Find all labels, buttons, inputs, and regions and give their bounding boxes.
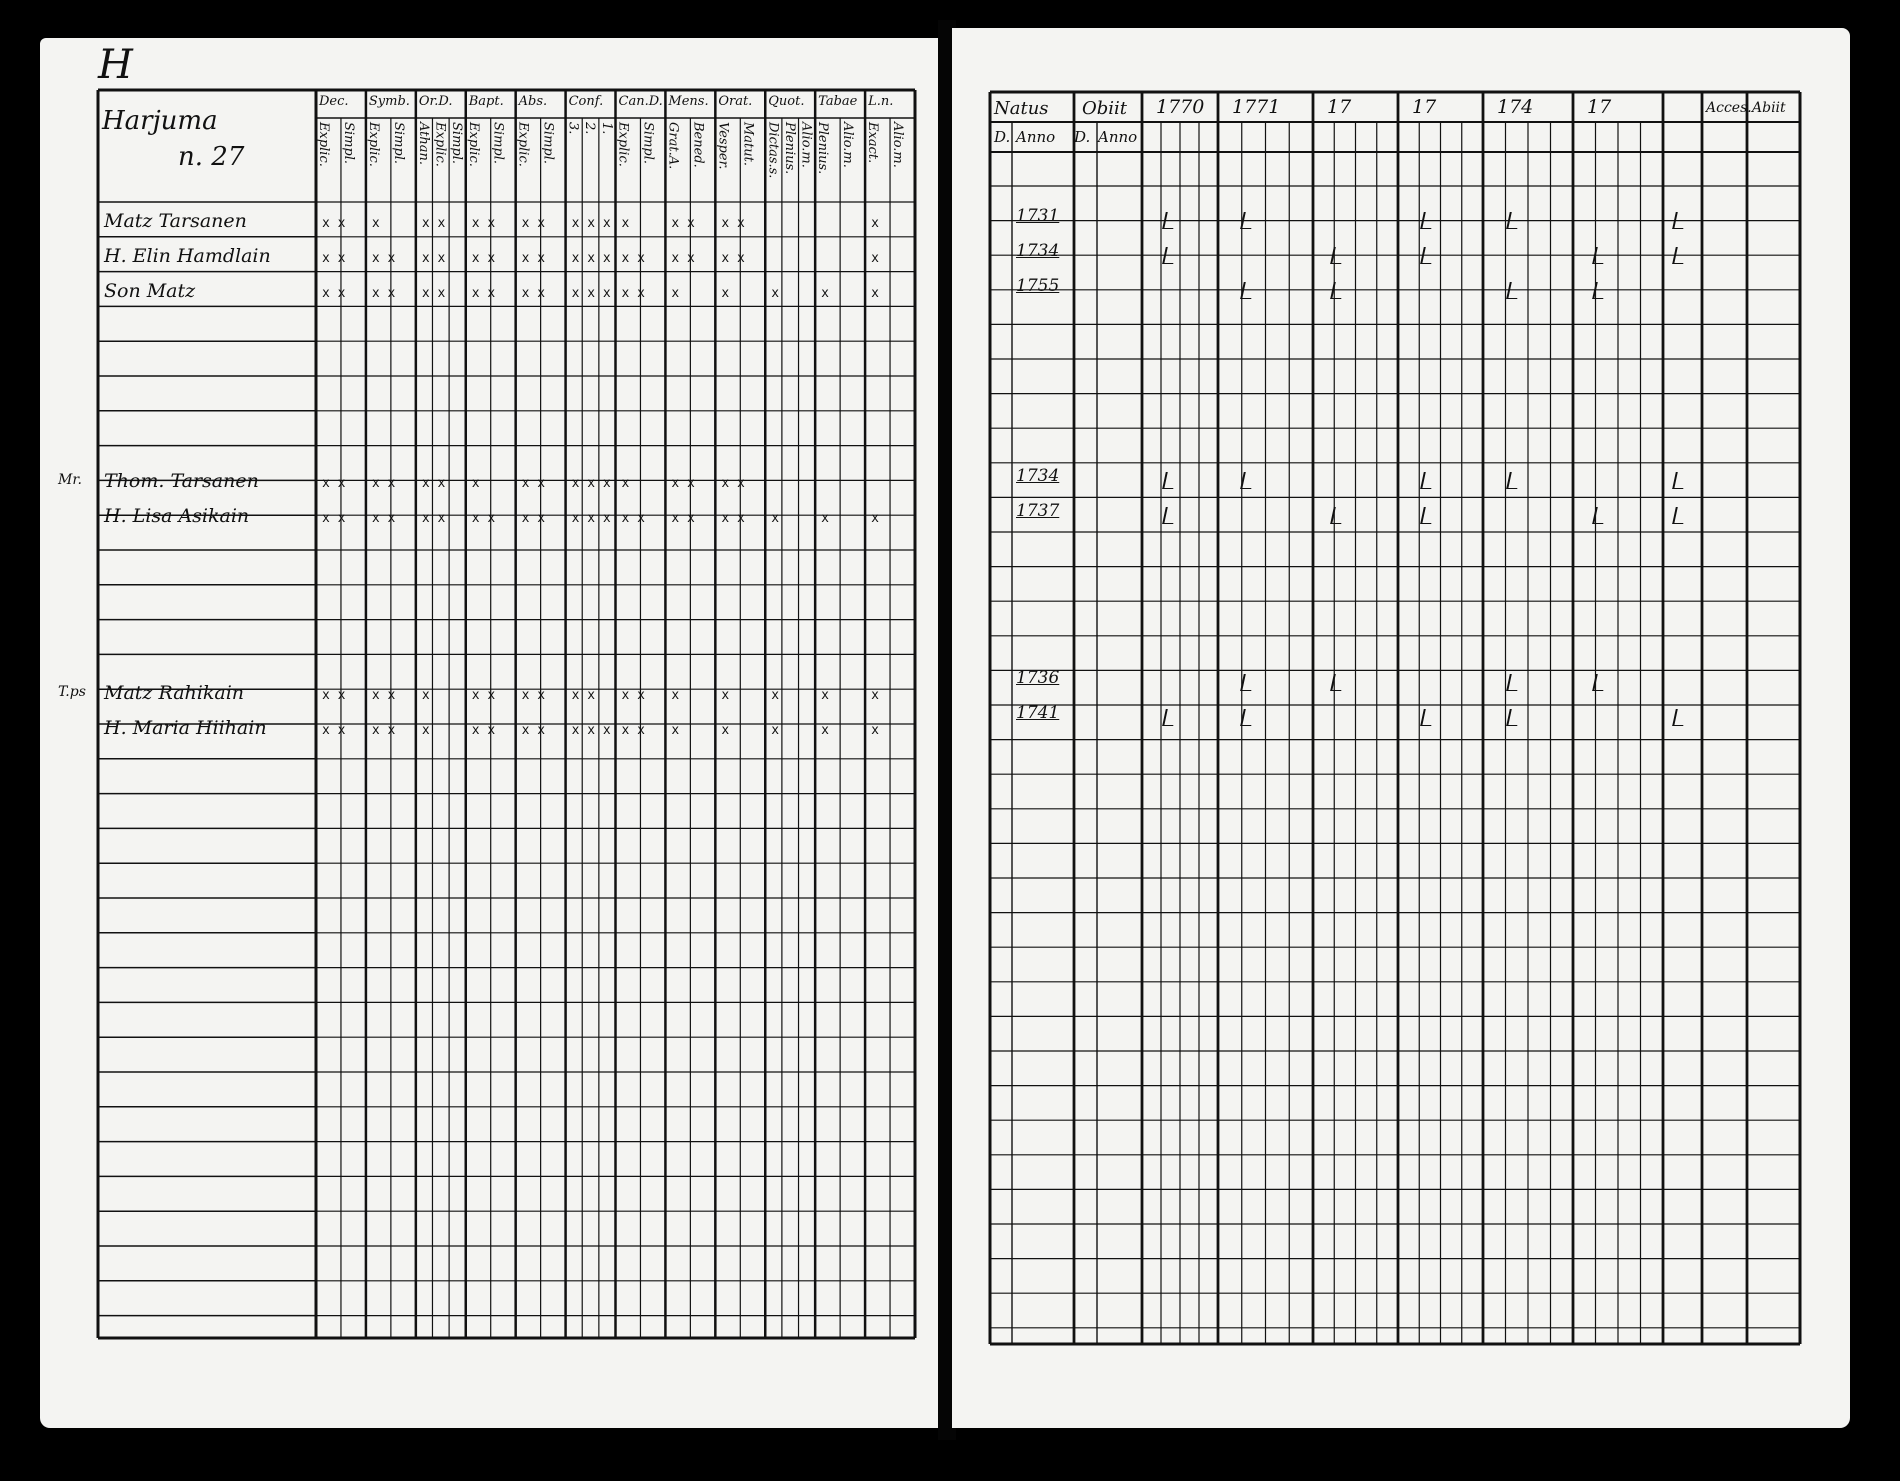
tick-mark: x xyxy=(471,476,480,491)
tick-mark: x xyxy=(771,723,780,738)
year-header: 17 xyxy=(1327,96,1352,118)
tick-mark: x xyxy=(621,476,630,491)
column-subheader: Alio.m. xyxy=(890,122,906,168)
tick-mark: x x xyxy=(721,476,745,491)
birth-year: 1741 xyxy=(1016,703,1060,723)
tick-mark: x x xyxy=(471,511,496,526)
column-header: Bapt. xyxy=(468,94,504,109)
obiit-day-header: D. xyxy=(1074,128,1091,146)
column-header: Symb. xyxy=(368,94,410,109)
tick-mark: x xyxy=(421,688,430,703)
birth-year: 1755 xyxy=(1016,276,1060,296)
tick-mark: x x xyxy=(621,286,645,301)
left-register-page xyxy=(40,38,940,1428)
column-header: Conf. xyxy=(568,94,604,109)
tick-mark: x xyxy=(671,286,680,301)
column-subheader: Bened. xyxy=(690,122,706,168)
village-name: Harjuma xyxy=(102,106,218,136)
column-subheader: Exact. xyxy=(865,122,881,164)
tick-mark: x x xyxy=(621,723,645,738)
column-header: Or.D. xyxy=(418,94,453,109)
person-name: H. Lisa Asikain xyxy=(104,505,250,527)
tick-mark: x x x xyxy=(571,216,611,231)
tick-mark: x x xyxy=(721,251,745,266)
person-prefix: T.ps xyxy=(58,684,86,700)
tick-mark: x x xyxy=(521,511,546,526)
column-subheader: Dictas.s. xyxy=(765,122,781,179)
column-subheader: Explic. xyxy=(515,122,531,167)
tick-mark: x x xyxy=(521,216,546,231)
tick-mark: x x xyxy=(521,723,546,738)
tick-mark: x xyxy=(871,216,879,231)
column-header: Tabae xyxy=(818,94,858,109)
tick-mark: x x xyxy=(322,286,346,301)
tick-mark: x x xyxy=(322,723,346,738)
tick-mark: x x xyxy=(471,286,496,301)
column-subheader: Alio.m. xyxy=(840,122,856,168)
column-header: Can.D. xyxy=(618,94,663,109)
column-header: Quot. xyxy=(768,94,805,109)
tick-mark: x xyxy=(771,286,780,301)
year-header: 17 xyxy=(1412,96,1437,118)
column-subheader: Alio.m. xyxy=(798,122,814,168)
accessit-header: Acces. xyxy=(1706,100,1752,116)
tick-mark: x x xyxy=(721,511,745,526)
tick-mark: x xyxy=(671,688,680,703)
birth-year: 1734 xyxy=(1016,466,1060,486)
tick-mark: x xyxy=(821,511,829,526)
obiit-year-header: Anno xyxy=(1098,128,1138,146)
tick-mark: x xyxy=(871,511,879,526)
abiit-header: Abiit xyxy=(1752,100,1786,116)
page-corner-mark: H xyxy=(98,42,133,88)
person-name: H. Maria Hiihain xyxy=(104,717,267,739)
tick-mark: x x xyxy=(322,688,346,703)
house-number: n. 27 xyxy=(178,142,245,172)
tick-mark: x xyxy=(871,723,879,738)
tick-mark: x x xyxy=(521,688,546,703)
year-header: 1770 xyxy=(1156,96,1205,118)
tick-mark: x x xyxy=(521,476,546,491)
birth-year: 1731 xyxy=(1016,206,1060,226)
tick-mark: x x xyxy=(322,251,346,266)
column-subheader: Athan. xyxy=(415,122,431,166)
tick-mark: x xyxy=(821,688,829,703)
column-header: Orat. xyxy=(718,94,753,109)
person-name: Son Matz xyxy=(104,280,196,302)
tick-mark: x x xyxy=(322,216,346,231)
tick-mark: x x xyxy=(471,251,496,266)
column-subheader: 3. xyxy=(565,122,581,135)
tick-mark: x x x xyxy=(571,723,611,738)
tick-mark: x xyxy=(771,511,780,526)
tick-mark: x xyxy=(721,723,730,738)
tick-mark: x x xyxy=(371,286,396,301)
column-header: Abs. xyxy=(518,94,548,109)
tick-mark: x x xyxy=(421,251,446,266)
column-subheader: Simpl. xyxy=(390,122,406,165)
tick-mark: x x xyxy=(471,688,496,703)
column-header: Dec. xyxy=(319,94,349,109)
natus-header: Natus xyxy=(994,98,1049,119)
year-header: 1771 xyxy=(1232,96,1281,118)
tick-mark: x x xyxy=(621,251,645,266)
tick-mark: x x xyxy=(621,511,645,526)
natus-day-header: D. xyxy=(994,128,1011,146)
column-subheader: Simpl. xyxy=(490,122,506,165)
column-subheader: Plenius. xyxy=(781,122,797,175)
person-name: Thom. Tarsanen xyxy=(104,470,259,492)
tick-mark: x x xyxy=(421,476,446,491)
tick-mark: x xyxy=(621,216,630,231)
column-subheader: 1. xyxy=(598,122,614,135)
person-prefix: Mr. xyxy=(58,472,82,488)
tick-mark: x x xyxy=(621,688,645,703)
tick-mark: x xyxy=(721,688,730,703)
column-subheader: Simpl. xyxy=(540,122,556,165)
birth-year: 1737 xyxy=(1016,501,1060,521)
column-subheader: Simpl. xyxy=(640,122,656,165)
right-register-page xyxy=(952,28,1850,1428)
column-subheader: Explic. xyxy=(615,122,631,167)
tick-mark: x x xyxy=(671,476,695,491)
tick-mark: x x xyxy=(471,723,496,738)
tick-mark: x x xyxy=(371,251,396,266)
tick-mark: x x x xyxy=(571,286,611,301)
tick-mark: x x x xyxy=(571,476,611,491)
birth-year: 1736 xyxy=(1016,668,1060,688)
tick-mark: x x xyxy=(322,511,346,526)
tick-mark: x xyxy=(871,286,879,301)
tick-mark: x xyxy=(671,723,680,738)
year-header: 174 xyxy=(1497,96,1534,118)
tick-mark: x x xyxy=(671,251,695,266)
year-header: 17 xyxy=(1587,96,1612,118)
tick-mark: x x xyxy=(671,216,695,231)
column-subheader: Explic. xyxy=(432,122,448,167)
natus-year-header: Anno xyxy=(1016,128,1056,146)
column-subheader: 2. xyxy=(582,122,598,135)
tick-mark: x xyxy=(871,688,879,703)
column-header: Mens. xyxy=(668,94,709,109)
tick-mark: x x xyxy=(421,216,446,231)
column-subheader: Explic. xyxy=(465,122,481,167)
tick-mark: x x x xyxy=(571,251,611,266)
tick-mark: x x xyxy=(371,511,396,526)
tick-mark: x x xyxy=(471,216,496,231)
tick-mark: x x x xyxy=(571,511,611,526)
tick-mark: x xyxy=(721,286,730,301)
tick-mark: x x xyxy=(521,286,546,301)
tick-mark: x xyxy=(371,216,380,231)
tick-mark: x xyxy=(871,251,879,266)
tick-mark: x x xyxy=(571,688,596,703)
column-subheader: Simpl. xyxy=(340,122,356,165)
birth-year: 1734 xyxy=(1016,241,1060,261)
column-subheader: Explic. xyxy=(365,122,381,167)
right-ruled-grid xyxy=(952,28,1850,1428)
tick-mark: x x xyxy=(671,511,695,526)
column-subheader: Grat.A. xyxy=(665,122,681,170)
column-header: L.n. xyxy=(868,94,894,109)
tick-mark: x x xyxy=(371,476,396,491)
obiit-header: Obiit xyxy=(1082,98,1128,119)
tick-mark: x x xyxy=(371,723,396,738)
tick-mark: x xyxy=(421,723,430,738)
tick-mark: x xyxy=(821,723,829,738)
tick-mark: x x xyxy=(521,251,546,266)
column-subheader: Matut. xyxy=(740,122,756,167)
column-subheader: Vesper. xyxy=(715,122,731,170)
column-subheader: Plenius. xyxy=(815,122,831,175)
tick-mark: x x xyxy=(421,286,446,301)
person-name: Matz Tarsanen xyxy=(104,210,247,232)
tick-mark: x xyxy=(821,286,829,301)
tick-mark: x xyxy=(771,688,780,703)
column-subheader: Explic. xyxy=(316,122,331,167)
person-name: Matz Rahikain xyxy=(104,682,245,704)
tick-mark: x x xyxy=(371,688,396,703)
tick-mark: x x xyxy=(721,216,745,231)
tick-mark: x x xyxy=(421,511,446,526)
tick-mark: x x xyxy=(322,476,346,491)
column-subheader: Simpl. xyxy=(449,122,465,165)
person-name: H. Elin Hamdlain xyxy=(104,245,271,267)
